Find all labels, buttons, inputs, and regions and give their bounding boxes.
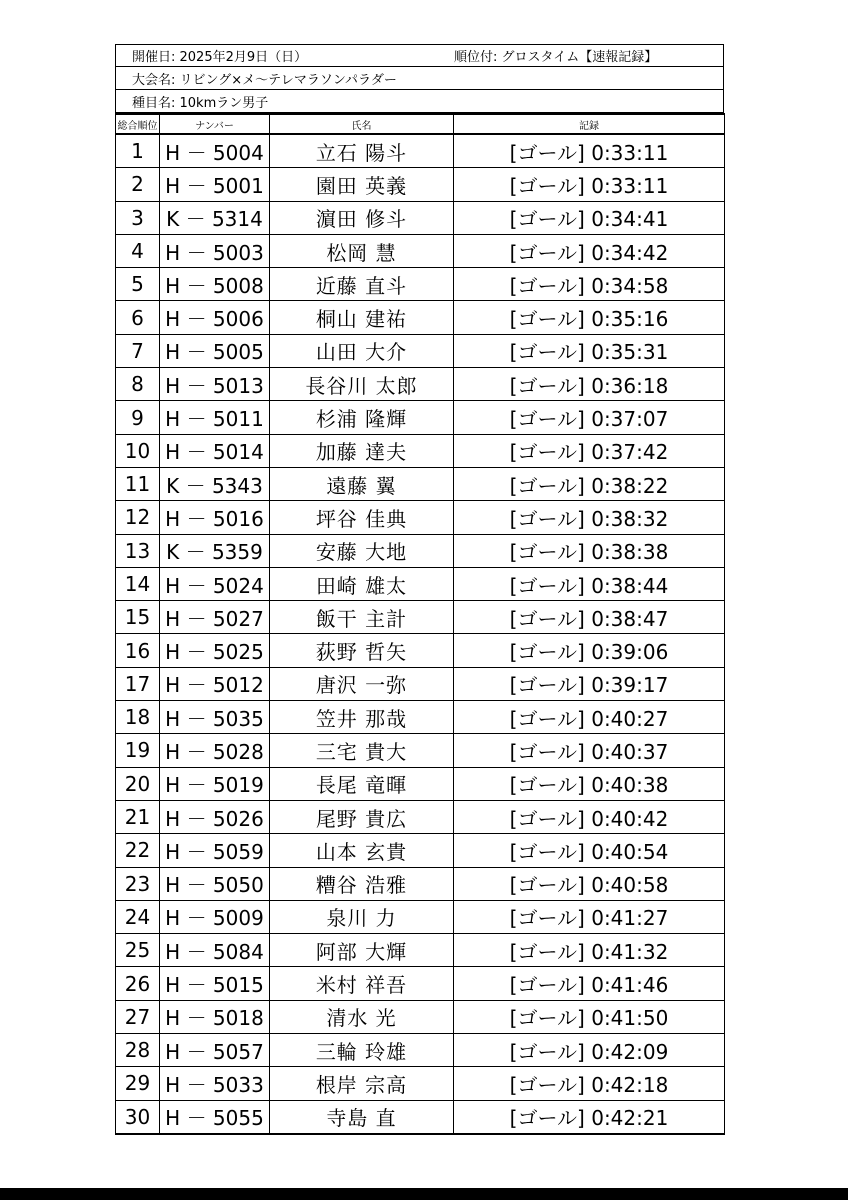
table-row xyxy=(116,601,725,634)
cell-record: [ゴール] 0:38:22 xyxy=(454,467,725,500)
cell-rank: 3 xyxy=(116,201,160,234)
cell-record: [ゴール] 0:41:50 xyxy=(454,1000,725,1033)
ranking-note: 順位付: グロスタイム【速報記録】 xyxy=(454,50,658,65)
cell-number: H － 5001 xyxy=(160,168,270,201)
cell-name: 泉川 力 xyxy=(270,900,454,933)
cell-rank: 5 xyxy=(116,268,160,301)
cell-record: [ゴール] 0:42:21 xyxy=(454,1100,725,1134)
table-row xyxy=(116,334,725,367)
event-name: 大会名: リビング×メ〜テレマラソンパラダー xyxy=(132,72,397,88)
cell-name: 桐山 建祐 xyxy=(270,301,454,334)
cell-rank: 29 xyxy=(116,1067,160,1100)
cell-number: H － 5015 xyxy=(160,967,270,1000)
cell-name: 安藤 大地 xyxy=(270,534,454,567)
cell-record: [ゴール] 0:34:58 xyxy=(454,268,725,301)
cell-record: [ゴール] 0:34:42 xyxy=(454,234,725,267)
table-row xyxy=(116,900,725,933)
cell-name: 坪谷 佳典 xyxy=(270,501,454,534)
cell-record: [ゴール] 0:38:44 xyxy=(454,567,725,600)
cell-name: 立石 陽斗 xyxy=(270,134,454,168)
cell-rank: 7 xyxy=(116,334,160,367)
cell-name: 遠藤 翼 xyxy=(270,467,454,500)
table-row xyxy=(116,1100,725,1134)
results-table xyxy=(115,113,725,1135)
cell-record: [ゴール] 0:34:41 xyxy=(454,201,725,234)
column-header-number: ナンバー xyxy=(160,114,270,134)
cell-record: [ゴール] 0:40:27 xyxy=(454,701,725,734)
cell-record: [ゴール] 0:41:32 xyxy=(454,934,725,967)
cell-rank: 21 xyxy=(116,800,160,833)
table-row xyxy=(116,534,725,567)
cell-name: 田崎 雄太 xyxy=(270,567,454,600)
cell-record: [ゴール] 0:42:09 xyxy=(454,1034,725,1067)
cell-record: [ゴール] 0:33:11 xyxy=(454,134,725,168)
cell-number: H － 5057 xyxy=(160,1034,270,1067)
event-category: 種目名: 10kmラン男子 xyxy=(132,95,269,111)
table-row xyxy=(116,234,725,267)
cell-rank: 2 xyxy=(116,168,160,201)
cell-rank: 22 xyxy=(116,834,160,867)
cell-number: H － 5035 xyxy=(160,701,270,734)
cell-name: 阿部 大輝 xyxy=(270,934,454,967)
cell-record: [ゴール] 0:35:16 xyxy=(454,301,725,334)
cell-name: 松岡 慧 xyxy=(270,234,454,267)
cell-name: 米村 祥吾 xyxy=(270,967,454,1000)
cell-name: 笠井 那哉 xyxy=(270,701,454,734)
cell-name: 尾野 貴広 xyxy=(270,800,454,833)
cell-number: H － 5055 xyxy=(160,1100,270,1134)
cell-number: K － 5343 xyxy=(160,467,270,500)
cell-number: H － 5033 xyxy=(160,1067,270,1100)
cell-rank: 11 xyxy=(116,467,160,500)
cell-number: H － 5014 xyxy=(160,434,270,467)
cell-number: H － 5059 xyxy=(160,834,270,867)
header-date-row xyxy=(115,44,724,67)
cell-number: H － 5084 xyxy=(160,934,270,967)
cell-rank: 28 xyxy=(116,1034,160,1067)
table-header-row xyxy=(116,114,725,134)
cell-number: H － 5005 xyxy=(160,334,270,367)
cell-number: H － 5019 xyxy=(160,767,270,800)
table-row xyxy=(116,201,725,234)
cell-name: 杉浦 隆輝 xyxy=(270,401,454,434)
table-row xyxy=(116,834,725,867)
cell-name: 山田 大介 xyxy=(270,334,454,367)
cell-number: H － 5027 xyxy=(160,601,270,634)
cell-rank: 4 xyxy=(116,234,160,267)
table-row xyxy=(116,501,725,534)
cell-number: H － 5016 xyxy=(160,501,270,534)
cell-number: H － 5013 xyxy=(160,368,270,401)
cell-number: H － 5024 xyxy=(160,567,270,600)
table-row xyxy=(116,368,725,401)
table-row xyxy=(116,301,725,334)
cell-number: H － 5011 xyxy=(160,401,270,434)
cell-number: H － 5050 xyxy=(160,867,270,900)
cell-rank: 9 xyxy=(116,401,160,434)
table-row xyxy=(116,1034,725,1067)
cell-rank: 17 xyxy=(116,667,160,700)
table-row xyxy=(116,800,725,833)
cell-record: [ゴール] 0:33:11 xyxy=(454,168,725,201)
cell-number: K － 5359 xyxy=(160,534,270,567)
cell-record: [ゴール] 0:40:58 xyxy=(454,867,725,900)
cell-rank: 20 xyxy=(116,767,160,800)
cell-name: 長谷川 太郎 xyxy=(270,368,454,401)
cell-record: [ゴール] 0:36:18 xyxy=(454,368,725,401)
header-category-row xyxy=(115,90,724,113)
table-row xyxy=(116,767,725,800)
cell-record: [ゴール] 0:40:42 xyxy=(454,800,725,833)
cell-rank: 16 xyxy=(116,634,160,667)
cell-name: 飯干 主計 xyxy=(270,601,454,634)
table-row xyxy=(116,168,725,201)
table-row xyxy=(116,1067,725,1100)
table-row xyxy=(116,268,725,301)
cell-rank: 14 xyxy=(116,567,160,600)
header-event-row xyxy=(115,67,724,90)
cell-rank: 26 xyxy=(116,967,160,1000)
cell-name: 三輪 玲雄 xyxy=(270,1034,454,1067)
bottom-border-bar xyxy=(0,1188,848,1200)
table-row xyxy=(116,701,725,734)
cell-name: 荻野 哲矢 xyxy=(270,634,454,667)
cell-record: [ゴール] 0:39:17 xyxy=(454,667,725,700)
cell-number: H － 5028 xyxy=(160,734,270,767)
cell-number: H － 5003 xyxy=(160,234,270,267)
results-body xyxy=(116,134,725,1134)
table-row xyxy=(116,734,725,767)
cell-name: 糟谷 浩雅 xyxy=(270,867,454,900)
cell-name: 山本 玄貴 xyxy=(270,834,454,867)
table-row xyxy=(116,467,725,500)
cell-number: K － 5314 xyxy=(160,201,270,234)
table-row xyxy=(116,134,725,168)
cell-rank: 10 xyxy=(116,434,160,467)
table-row xyxy=(116,567,725,600)
cell-name: 唐沢 一弥 xyxy=(270,667,454,700)
column-header-record: 記録 xyxy=(454,114,725,134)
cell-record: [ゴール] 0:41:46 xyxy=(454,967,725,1000)
table-row xyxy=(116,967,725,1000)
cell-name: 長尾 竜暉 xyxy=(270,767,454,800)
cell-number: H － 5026 xyxy=(160,800,270,833)
cell-number: H － 5009 xyxy=(160,900,270,933)
cell-record: [ゴール] 0:38:47 xyxy=(454,601,725,634)
results-sheet xyxy=(115,44,724,1135)
cell-name: 園田 英義 xyxy=(270,168,454,201)
table-row xyxy=(116,934,725,967)
cell-record: [ゴール] 0:40:37 xyxy=(454,734,725,767)
cell-number: H － 5008 xyxy=(160,268,270,301)
cell-record: [ゴール] 0:41:27 xyxy=(454,900,725,933)
cell-name: 根岸 宗高 xyxy=(270,1067,454,1100)
cell-record: [ゴール] 0:35:31 xyxy=(454,334,725,367)
cell-rank: 12 xyxy=(116,501,160,534)
cell-rank: 24 xyxy=(116,900,160,933)
cell-record: [ゴール] 0:39:06 xyxy=(454,634,725,667)
cell-rank: 13 xyxy=(116,534,160,567)
cell-number: H － 5012 xyxy=(160,667,270,700)
cell-record: [ゴール] 0:37:42 xyxy=(454,434,725,467)
cell-rank: 8 xyxy=(116,368,160,401)
cell-number: H － 5025 xyxy=(160,634,270,667)
cell-record: [ゴール] 0:42:18 xyxy=(454,1067,725,1100)
cell-name: 三宅 貴大 xyxy=(270,734,454,767)
table-row xyxy=(116,1000,725,1033)
table-row xyxy=(116,434,725,467)
column-header-rank: 総合順位 xyxy=(116,114,160,134)
table-row xyxy=(116,867,725,900)
cell-number: H － 5006 xyxy=(160,301,270,334)
cell-rank: 19 xyxy=(116,734,160,767)
cell-rank: 1 xyxy=(116,134,160,168)
cell-rank: 30 xyxy=(116,1100,160,1134)
cell-record: [ゴール] 0:40:54 xyxy=(454,834,725,867)
cell-record: [ゴール] 0:40:38 xyxy=(454,767,725,800)
cell-record: [ゴール] 0:37:07 xyxy=(454,401,725,434)
table-row xyxy=(116,634,725,667)
cell-number: H － 5004 xyxy=(160,134,270,168)
table-row xyxy=(116,401,725,434)
event-date: 開催日: 2025年2月9日（日） xyxy=(132,50,308,65)
cell-name: 寺島 直 xyxy=(270,1100,454,1134)
cell-rank: 23 xyxy=(116,867,160,900)
cell-name: 清水 光 xyxy=(270,1000,454,1033)
cell-name: 近藤 直斗 xyxy=(270,268,454,301)
cell-rank: 18 xyxy=(116,701,160,734)
cell-rank: 27 xyxy=(116,1000,160,1033)
cell-name: 濵田 修斗 xyxy=(270,201,454,234)
cell-name: 加藤 達夫 xyxy=(270,434,454,467)
cell-rank: 6 xyxy=(116,301,160,334)
cell-rank: 25 xyxy=(116,934,160,967)
table-row xyxy=(116,667,725,700)
cell-rank: 15 xyxy=(116,601,160,634)
cell-number: H － 5018 xyxy=(160,1000,270,1033)
cell-record: [ゴール] 0:38:38 xyxy=(454,534,725,567)
column-header-name: 氏名 xyxy=(270,114,454,134)
cell-record: [ゴール] 0:38:32 xyxy=(454,501,725,534)
